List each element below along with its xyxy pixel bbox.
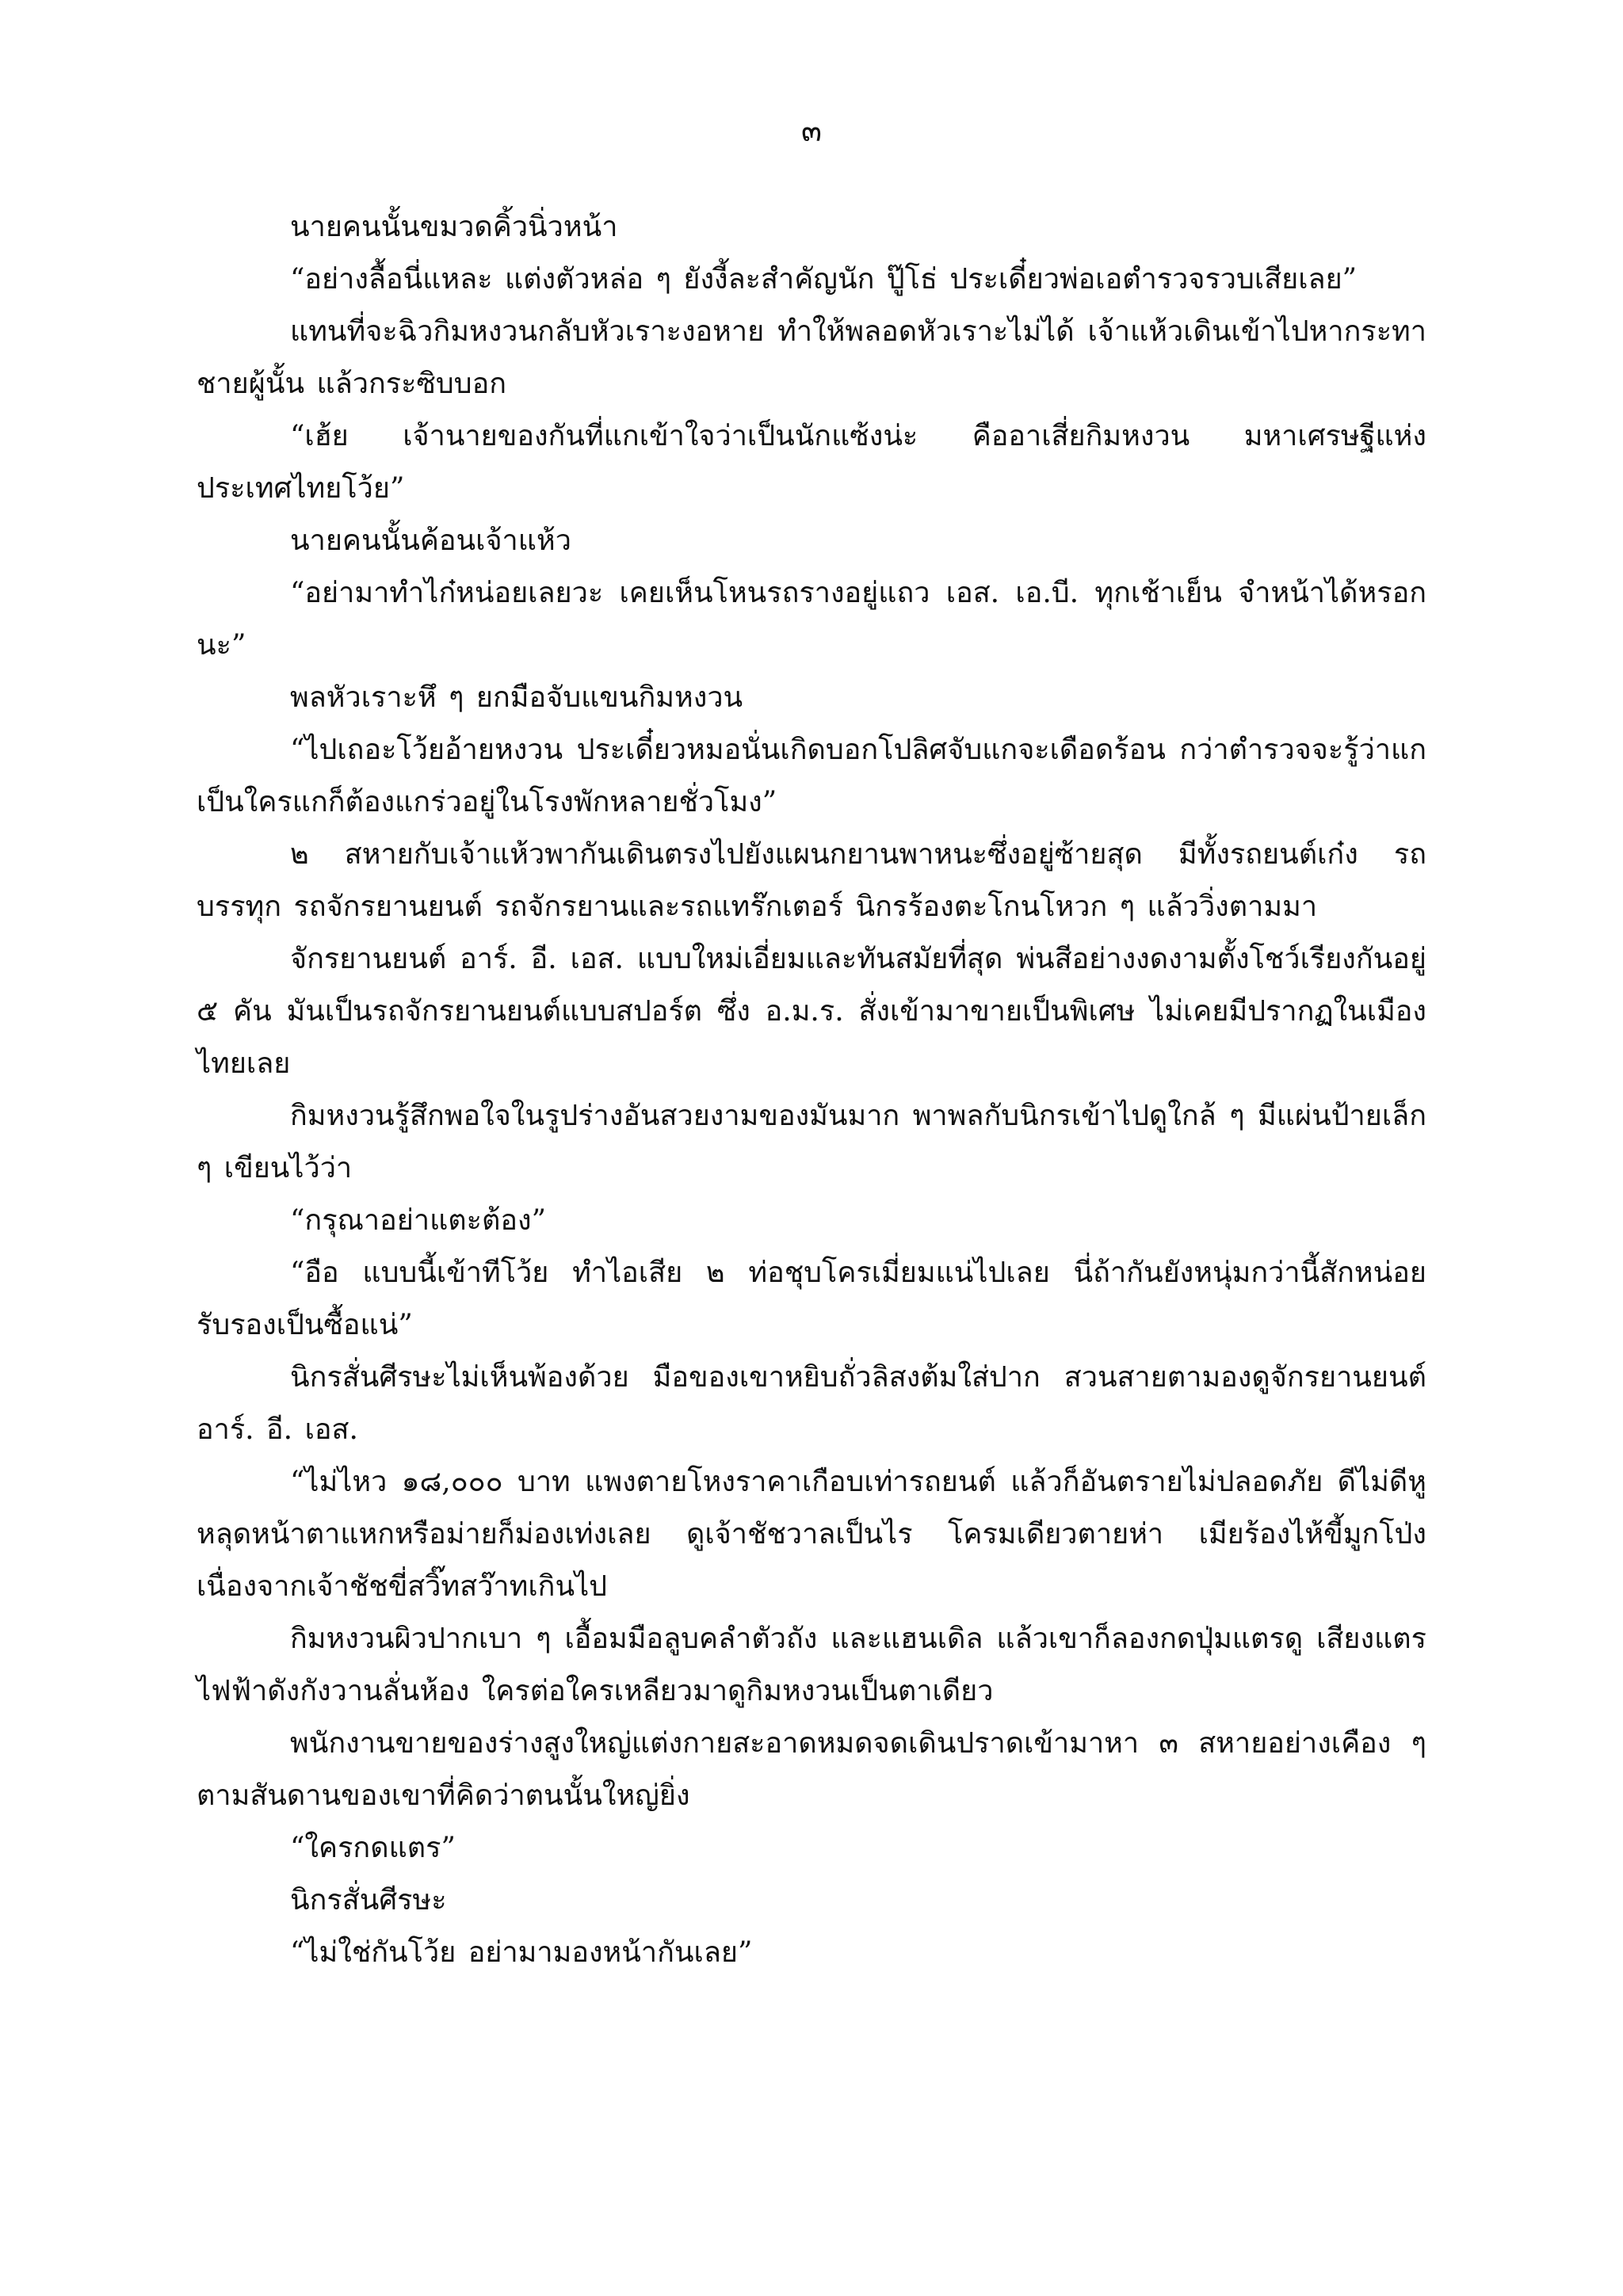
body-text	[197, 201, 1426, 1979]
paragraph: แทนที่จะฉิวกิมหงวนกลับหัวเราะงอหาย ทำให้พลอดหัวเราะไม่ได้ เจ้าแห้วเดินเข้าไปหากระทาชายผู้นั้น แล้วกระซิบบอก	[197, 315, 1426, 400]
paragraph: “ใครกดแตร”	[290, 1832, 456, 1864]
paragraph: จักรยานยนต์ อาร์. อี. เอส. แบบใหม่เอี่ยมและทันสมัยที่สุด พ่นสีอย่างงดงามตั้งโชว์เรียงกันอยู่ ๕ คัน มันเป็นรถจักรยานยนต์แบบสปอร์ต ซึ่ง อ.ม.ร. สั่งเข้ามาขายเป็นพิเศษ ไม่เคยมีปรากฏในเมืองไทยเลย	[197, 943, 1426, 1080]
paragraph: “อือ แบบนี้เข้าทีโว้ย ทำไอเสีย ๒ ท่อชุบโครเมี่ยมแน่ไปเลย นี่ถ้ากันยังหนุ่มกว่านี้สักหน่อยรับรองเป็นซื้อแน่”	[197, 1257, 1426, 1341]
paragraph: นิกรสั่นศีรษะ	[290, 1884, 447, 1917]
paragraph: “กรุณาอย่าแตะต้อง”	[290, 1204, 546, 1237]
paragraph: นายคนนั้นขมวดคิ้วนิ่วหน้า	[290, 211, 618, 243]
paragraph: “ไปเถอะโว้ยอ้ายหงวน ประเดี๋ยวหมอนั่นเกิดบอกโปลิศจับแกจะเดือดร้อน กว่าตำรวจจะรู้ว่าแกเป็นใครแกก็ต้องแกร่วอยู่ในโรงพักหลายชั่วโมง”	[197, 734, 1426, 818]
paragraph: นายคนนั้นค้อนเจ้าแห้ว	[290, 524, 571, 557]
paragraph: พลหัวเราะหึ ๆ ยกมือจับแขนกิมหงวน	[290, 681, 743, 714]
paragraph: กิมหงวนรู้สึกพอใจในรูปร่างอันสวยงามของมันมาก พาพลกับนิกรเข้าไปดูใกล้ ๆ มีแผ่นป้ายเล็ก ๆ เขียนไว้ว่า	[197, 1100, 1426, 1184]
paragraph: “ไม่ไหว ๑๘,๐๐๐ บาท แพงตายโหงราคาเกือบเท่ารถยนต์ แล้วก็อันตรายไม่ปลอดภัย ดีไม่ดีหูหลุดหน้าตาแหกหรือม่ายก็ม่องเท่งเลย ดูเจ้าชัชวาลเป็นไร โครมเดียวตายห่า เมียร้องไห้ขี้มูกโป่ง เนื่องจากเจ้าชัชขี่สวิ๊ทสว๊าทเกินไป	[197, 1466, 1426, 1603]
page-number: ๓	[801, 113, 822, 148]
paragraph: ๒ สหายกับเจ้าแห้วพากันเดินตรงไปยังแผนกยานพาหนะซึ่งอยู่ซ้ายสุด มีทั้งรถยนต์เก๋ง รถบรรทุก รถจักรยานยนต์ รถจักรยานและรถแทร๊กเตอร์ นิกรร้องตะโกนโหวก ๆ แล้ววิ่งตามมา	[197, 838, 1426, 923]
paragraph: “อย่ามาทำไก๋หน่อยเลยวะ เคยเห็นโหนรถรางอยู่แถว เอส. เอ.บี. ทุกเช้าเย็น จำหน้าได้หรอกนะ”	[197, 577, 1426, 662]
paragraph: กิมหงวนผิวปากเบา ๆ เอื้อมมือลูบคลำตัวถัง และแฮนเดิล แล้วเขาก็ลองกดปุ่มแตรดู เสียงแตรไฟฟ้าดังกังวานลั่นห้อง ใครต่อใครเหลียวมาดูกิมหงวนเป็นตาเดียว	[197, 1623, 1426, 1707]
paragraph: พนักงานขายของร่างสูงใหญ่แต่งกายสะอาดหมดจดเดินปราดเข้ามาหา ๓ สหายอย่างเคือง ๆ ตามสันดานของเขาที่คิดว่าตนนั้นใหญ่ยิ่ง	[197, 1727, 1426, 1812]
paragraph: นิกรสั่นศีรษะไม่เห็นพ้องด้วย มือของเขาหยิบถั่วลิสงต้มใส่ปาก สวนสายตามองดูจักรยานยนต์ อาร์. อี. เอส.	[197, 1361, 1426, 1446]
paragraph: “ไม่ใช่กันโว้ย อย่ามามองหน้ากันเลย”	[290, 1936, 753, 1969]
paragraph: “อย่างลื้อนี่แหละ แต่งตัวหล่อ ๆ ยังงี้ละสำคัญนัก ปู๊โธ่ ประเดี๋ยวพ่อเอตำรวจรวบเสียเลย”	[290, 263, 1358, 296]
paragraph: “เฮ้ย เจ้านายของกันที่แกเข้าใจว่าเป็นนักแซ้งน่ะ คืออาเสี่ยกิมหงวน มหาเศรษฐีแห่งประเทศไทยโว้ย”	[197, 420, 1426, 505]
